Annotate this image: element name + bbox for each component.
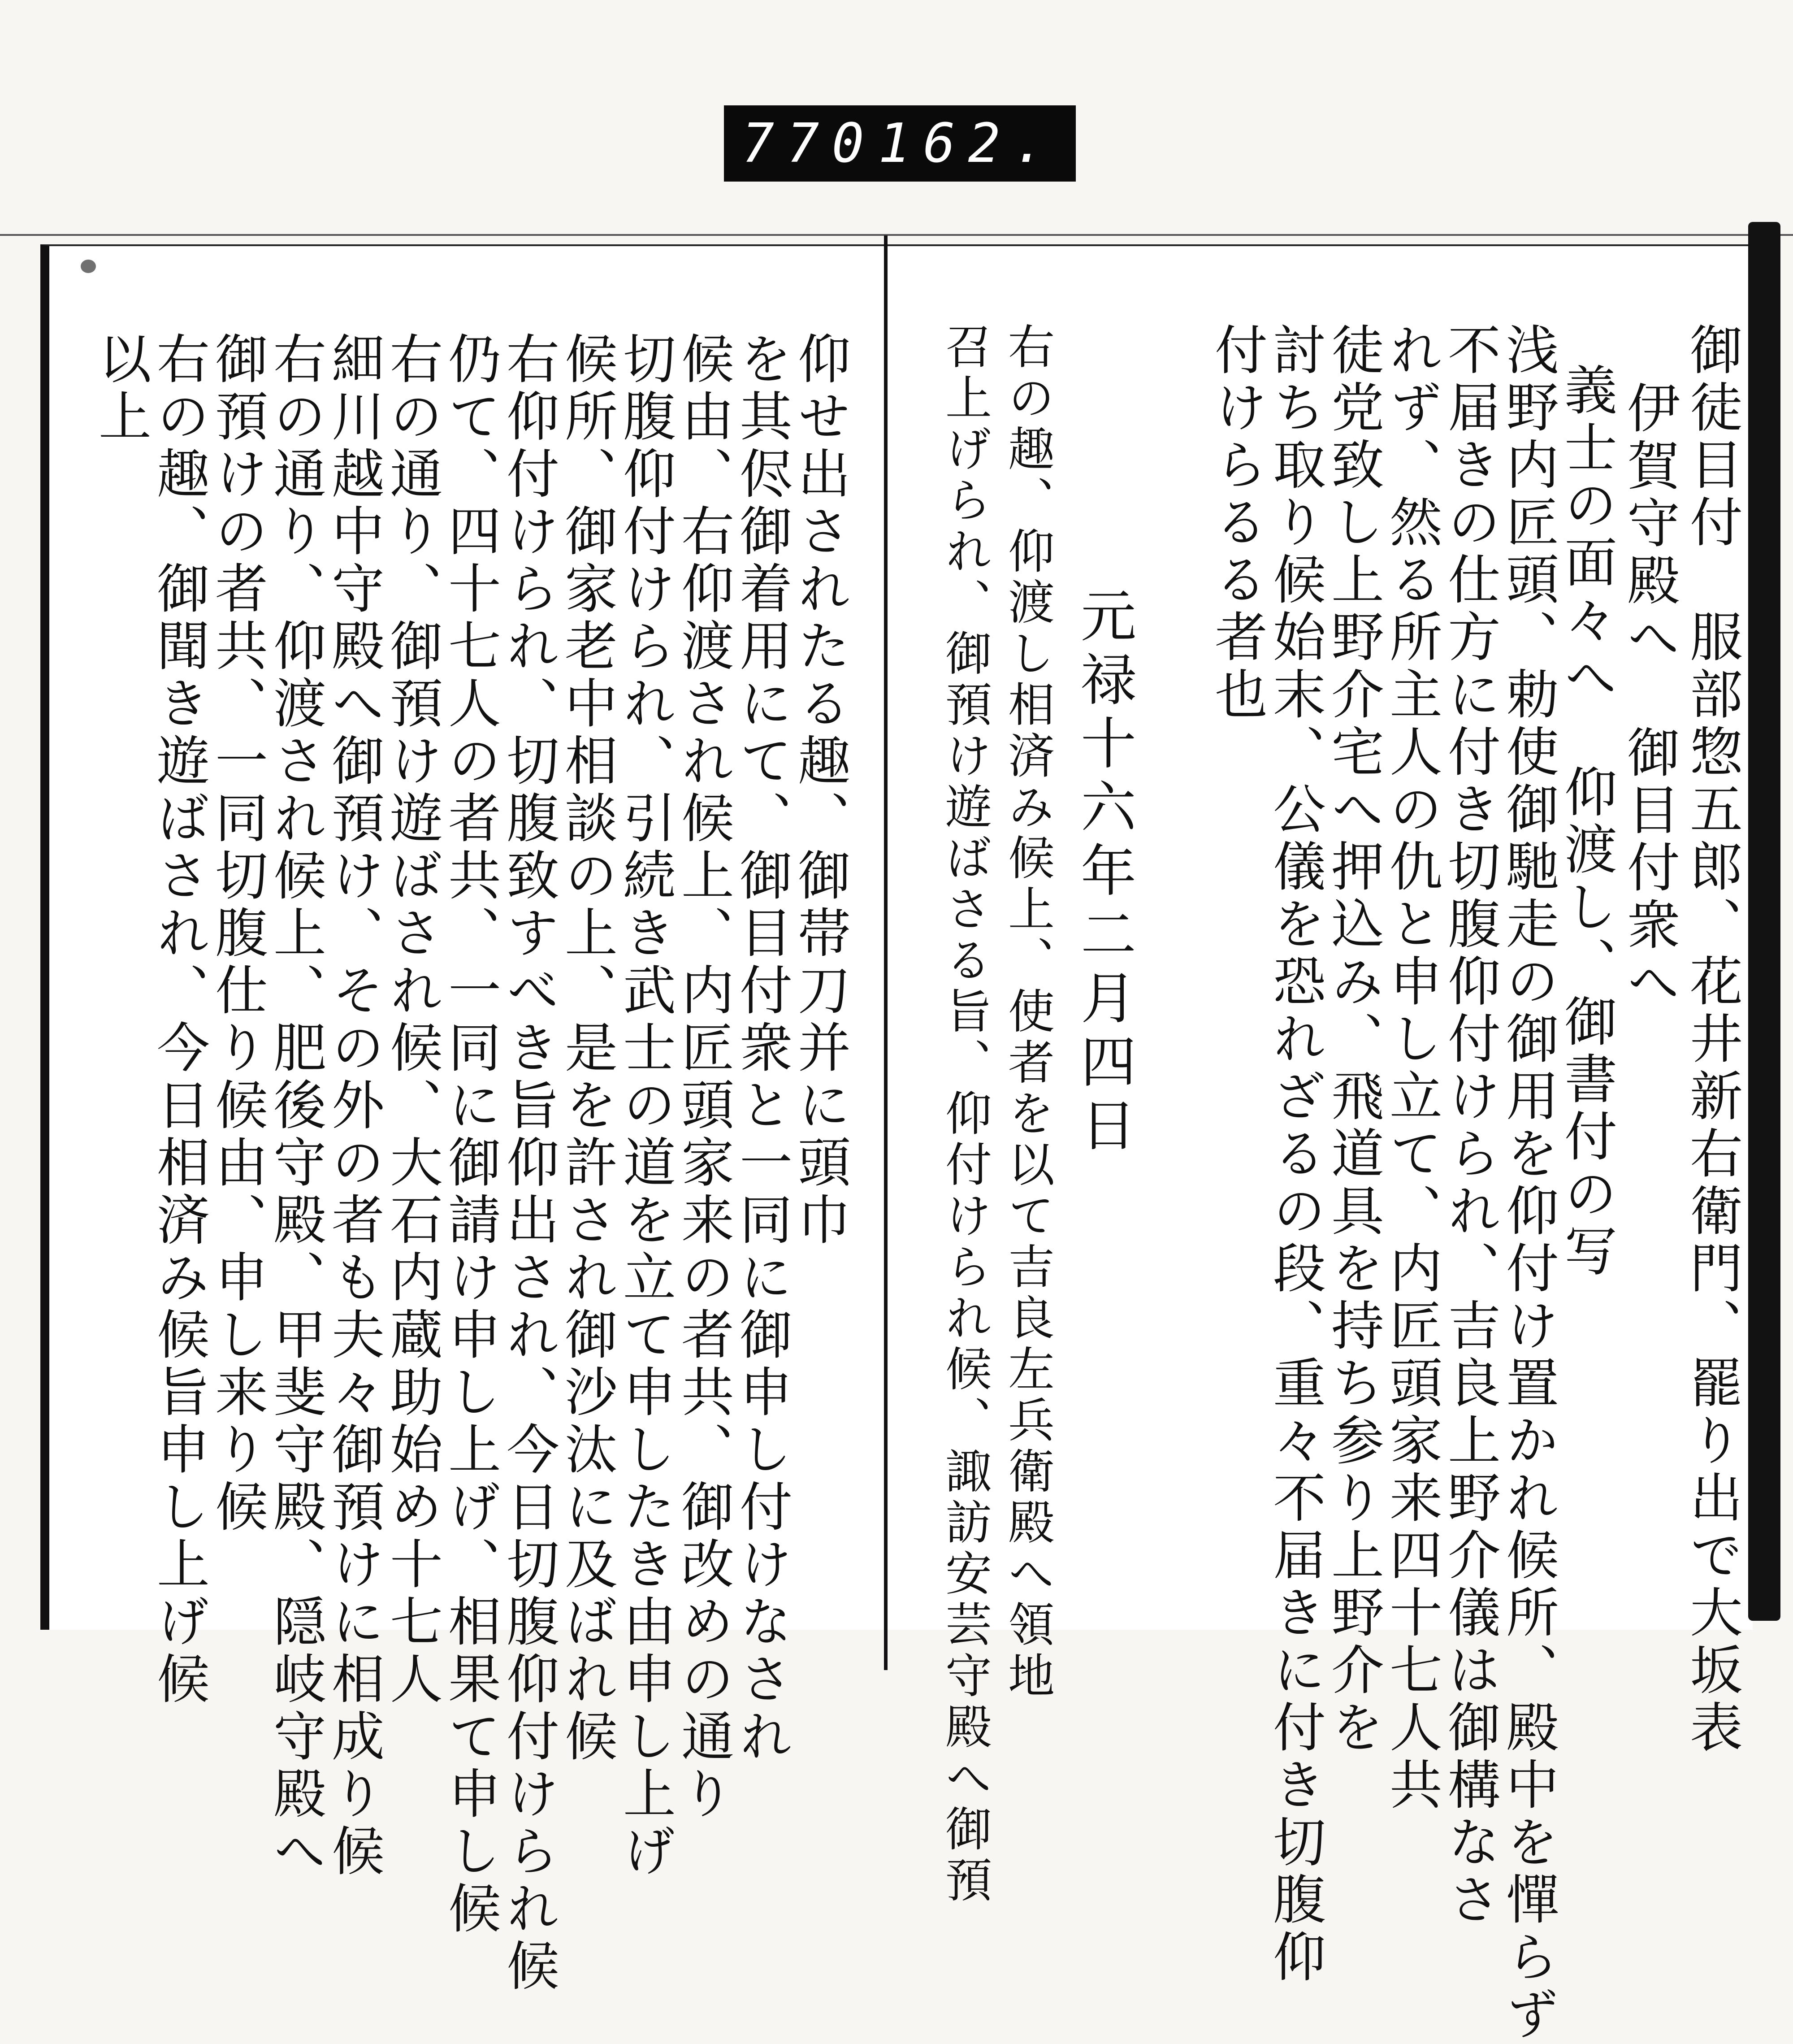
right-col-1: 御徒目付 服部惣五郎、花井新右衛門、罷り出で大坂表 xyxy=(1681,322,1743,1757)
left-page xyxy=(40,244,888,1996)
era-date: 元禄十六年二月四日 xyxy=(1071,587,1136,1160)
left-col-12: 右の趣、御聞き遊ばされ、今日相済み候旨申し上げ候 xyxy=(148,331,210,1709)
right-col-3: 義士の面々へ 仰渡し、御書付の写 xyxy=(1555,363,1617,1281)
right-col-5: 不届きの仕方に付き切腹仰付けられ、吉良上野介儀は御構なさ xyxy=(1439,322,1501,1929)
left-col-9: 細川越中守殿へ御預け、その外の者も夫々御預けに相成り候 xyxy=(323,331,385,1881)
right-page xyxy=(888,244,1753,2044)
right-col-6: れず、然る所主人の仇と申し立て、内匠頭家来四十七人共 xyxy=(1381,322,1442,1814)
left-col-4: 切腹仰付けられ、引続き武士の道を立て申したき由申し上げ xyxy=(614,331,676,1881)
book-spine xyxy=(884,235,888,1670)
frame-number: 162. xyxy=(878,112,1058,175)
book-spread xyxy=(40,235,1766,2044)
left-col-11: 御預けの者共、一同切腹仕り候由、申し来り候 xyxy=(206,331,268,1536)
right-col-8: 討ち取り候始末、公儀を恐れざるの段、重々不届きに付き切腹仰 xyxy=(1264,322,1326,1987)
left-col-5: 候所、御家老中相談の上、是を許され御沙汰に及ばれ候 xyxy=(556,331,618,1766)
right-col-2: 伊賀守殿へ 御目付衆へ xyxy=(1618,381,1680,1012)
left-col-2: を其侭御着用にて、御目付衆と一同に御申し付けなされ xyxy=(731,331,793,1766)
left-col-8: 右の通り、御預け遊ばされ候、大石内蔵助始め十七人 xyxy=(381,331,443,1709)
right-col-10: 右の趣、仰渡し相済み候上、使者を以て吉良左兵衛殿へ領地 xyxy=(1000,322,1055,1702)
left-col-1: 仰せ出されたる趣、御帯刀并に頭巾 xyxy=(789,331,851,1250)
left-col-6: 右仰付けられ、切腹致すべき旨仰出され、今日切腹仰付けられ候 xyxy=(498,331,559,1996)
left-col-10: 右の通り、仰渡され候上、肥後守殿、甲斐守殿、隠岐守殿へ xyxy=(264,331,326,1881)
left-col-7: 仍て、四十七人の者共、一同に御請け申し上げ、相果て申し候 xyxy=(439,331,501,1938)
right-col-7: 徒党致し上野介宅へ押込み、飛道具を持ち参り上野介を xyxy=(1322,322,1384,1757)
scan-speck xyxy=(81,260,96,273)
book-edge xyxy=(1748,222,1780,1621)
left-col-3: 候由、右仰渡され候上、内匠頭家来の者共、御改めの通り xyxy=(672,331,734,1823)
reel-number: 770 xyxy=(742,112,877,175)
left-col-13: 以上 xyxy=(90,331,152,446)
right-col-11: 召上げられ、御預け遊ばさる旨、仰付けられ候、諏訪安芸守殿へ御預 xyxy=(937,322,992,1907)
film-label xyxy=(724,105,1076,182)
right-col-9: 付けらるる者也 xyxy=(1206,322,1268,724)
right-col-4: 浅野内匠頭、勅使御馳走の御用を仰付け置かれ候所、殿中を憚らず xyxy=(1497,322,1559,2044)
